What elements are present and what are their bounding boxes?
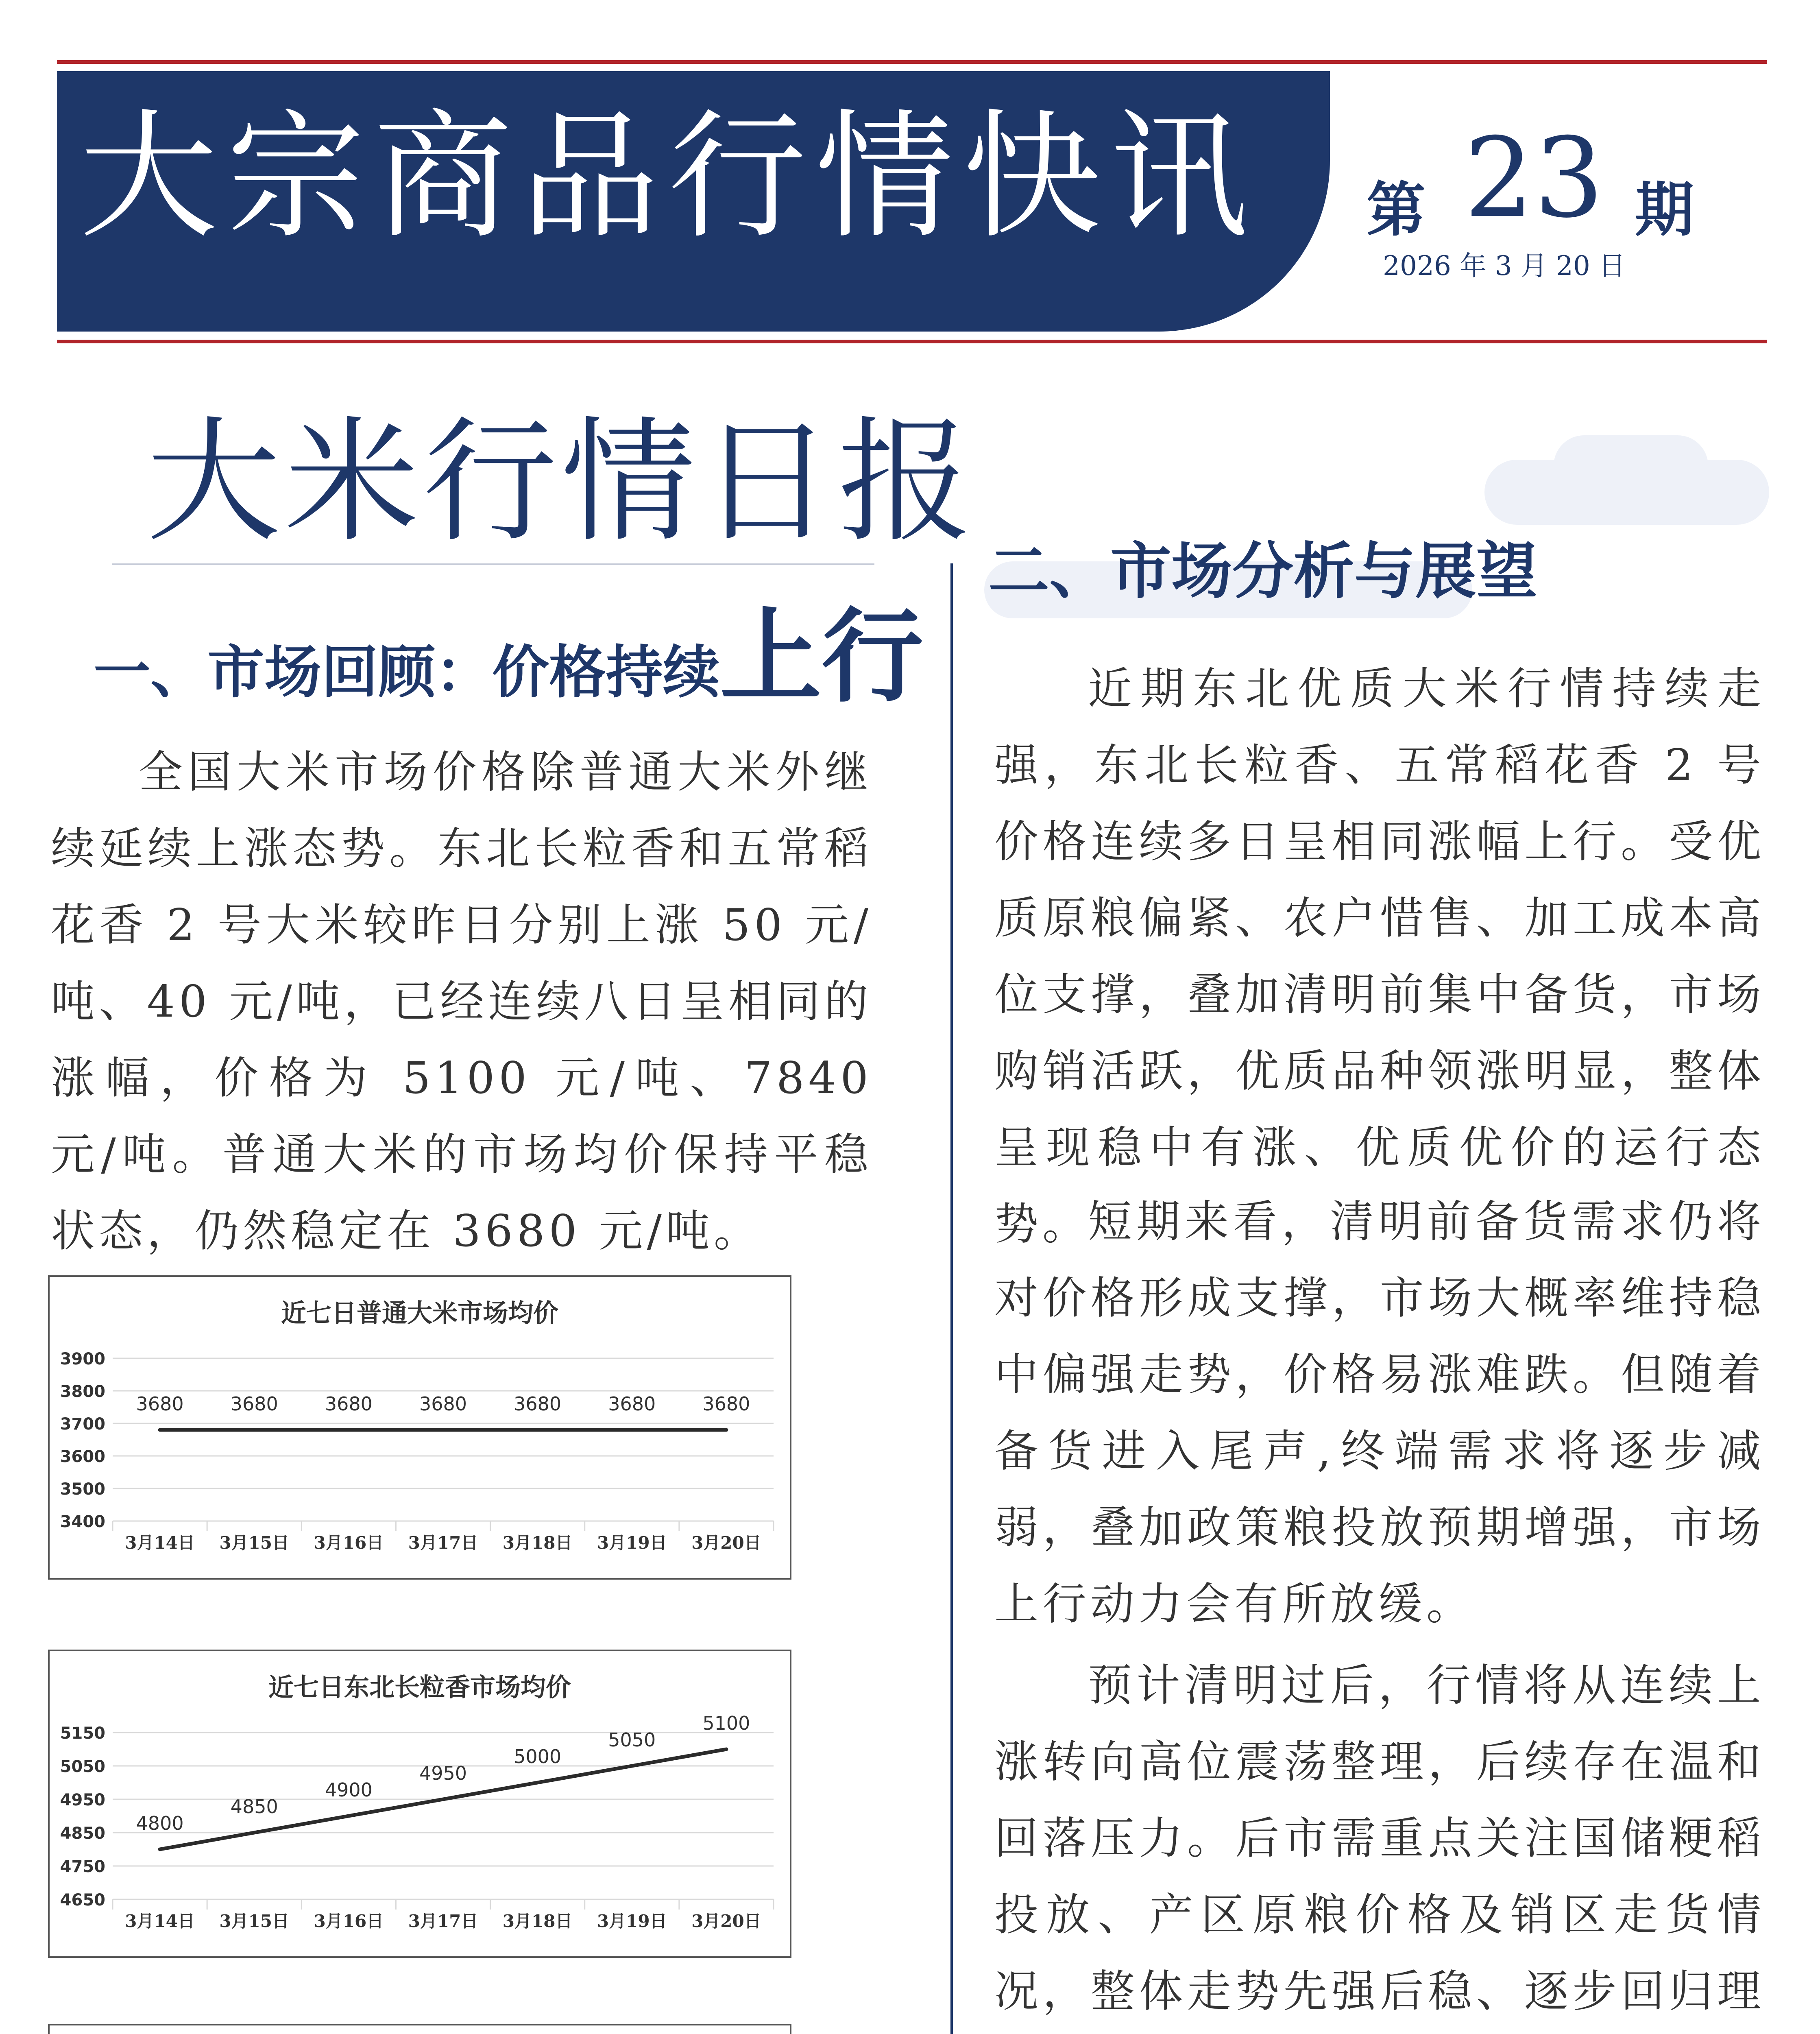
x-tick-label: 3月19日 [597,1911,667,1931]
y-tick-label: 5050 [60,1757,105,1776]
y-tick-label: 4950 [60,1791,105,1809]
title-underline [112,563,874,565]
data-point [631,1765,633,1767]
data-label: 5000 [514,1746,562,1768]
cloud-decoration [1554,435,1708,496]
data-point [348,1429,349,1431]
issue-number [1354,106,1741,244]
data-label: 4850 [230,1796,278,1818]
data-point [159,1429,161,1431]
data-point [348,1815,349,1817]
data-label: 4900 [325,1779,373,1801]
x-tick-label: 3月14日 [125,1911,195,1931]
x-tick-label: 3月18日 [502,1533,573,1553]
top-red-rule [57,60,1767,64]
data-point [726,1748,727,1750]
chart-svg [50,1277,790,1578]
chart-northeast-long-grain [48,1650,791,1958]
data-label: 4800 [136,1812,184,1834]
data-point [253,1832,255,1833]
data-label: 3680 [702,1393,750,1415]
chart-svg [50,2025,790,2034]
data-label: 3680 [514,1393,562,1415]
x-tick-label: 3月17日 [408,1533,478,1553]
data-label: 3680 [419,1393,467,1415]
issue-date: 2026 年 3 月 20 日 [1383,250,1626,282]
data-label: 5100 [702,1712,750,1734]
column-divider [950,563,953,2034]
x-tick-label: 3月18日 [502,1911,573,1931]
data-label: 3680 [325,1393,373,1415]
page-title: 大米行情日报 [146,404,976,560]
chart-title: 近七日普通大米市场均价 [281,1298,559,1328]
y-tick-label: 3500 [60,1480,105,1499]
y-tick-label: 4750 [60,1857,105,1876]
data-point [442,1429,444,1431]
section2-heading: 二、市场分析与展望 [988,536,1538,607]
chart-svg [50,1651,790,1956]
x-tick-label: 3月19日 [597,1533,667,1553]
y-tick-label: 3600 [60,1447,105,1466]
x-tick-label: 3月17日 [408,1911,478,1931]
chart-title: 近七日东北长粒香市场均价 [268,1672,571,1702]
y-tick-label: 4650 [60,1891,105,1910]
x-tick-label: 3月14日 [125,1533,195,1553]
data-point [631,1429,633,1431]
masthead-title: 大宗商品行情快讯 [79,96,1257,258]
y-tick-label: 3700 [60,1415,105,1434]
section1-paragraph: 全国大米市场价格除普通大米外继续延续上涨态势。东北长粒香和五常稻花香 2 号大米较昨日分别上涨 50 元/吨、40 元/吨，已经连续八日呈相同的涨幅，价格为 5100 元/吨、7840 元/吨。普通大米的市场均价保持平稳状态，仍然稳定在 3680 元/吨。 [51,747,872,1257]
y-tick-label: 3900 [60,1350,105,1368]
masthead-bottom-red-rule [57,340,1767,343]
y-tick-label: 5150 [60,1724,105,1743]
section1-heading-text: 一、市场回顾：价格持续 [94,639,720,706]
data-label: 5050 [608,1729,656,1751]
chart-normal-rice [48,1275,791,1580]
x-tick-label: 3月20日 [691,1911,761,1931]
x-tick-label: 3月15日 [219,1911,290,1931]
x-tick-label: 3月20日 [691,1533,761,1553]
data-label: 3680 [136,1393,184,1415]
data-point [159,1848,161,1850]
section2-paragraph-2: 短期来看，清明前备货需求仍将对价格形成支撑，市场大概率维持稳中偏强走势，价格易涨难跌。但随着备货进入尾声,终端需求将逐步减弱，叠加政策粮投放预期增强，市场上行动力会有所放缓。 [994,1196,1765,1630]
data-label: 3680 [230,1393,278,1415]
data-point [537,1782,538,1783]
section2-paragraph-3: 预计清明过后，行情将从连续上涨转向高位震荡整理，后续存在温和回落压力。后市需重点关注国储粳稻投放、产区原粮价格及销区走货情况，整体走势先强后稳、逐步回归理 [994,1660,1765,2017]
data-point [442,1798,444,1800]
x-tick-label: 3月16日 [314,1533,384,1553]
x-tick-label: 3月16日 [314,1911,384,1931]
data-point [537,1429,538,1431]
chart-wuchang-daohuaxiang [48,2024,791,2034]
y-tick-label: 3800 [60,1382,105,1401]
data-label: 3680 [608,1393,656,1415]
section1-heading [94,598,924,716]
x-tick-label: 3月15日 [219,1533,290,1553]
data-point [726,1429,727,1431]
data-label: 4950 [419,1762,467,1784]
data-point [253,1429,255,1431]
section2-paragraph-1: 近期东北优质大米行情持续走强，东北长粒香、五常稻花香 2 号价格连续多日呈相同涨幅上行。受优质原粮偏紧、农户惜售、加工成本高位支撑，叠加清明前集中备货，市场购销活跃，优质品种领涨明显，整体呈现稳中有涨、优质优价的运行态势。 [994,663,1765,1250]
section1-heading-emphasis: 上行 [720,598,924,716]
issue-prefix: 第 [1367,175,1425,244]
issue-suffix: 期 [1635,175,1694,244]
issue-number-value: 23 [1464,114,1604,242]
y-tick-label: 4850 [60,1824,105,1843]
y-tick-label: 3400 [60,1512,105,1531]
